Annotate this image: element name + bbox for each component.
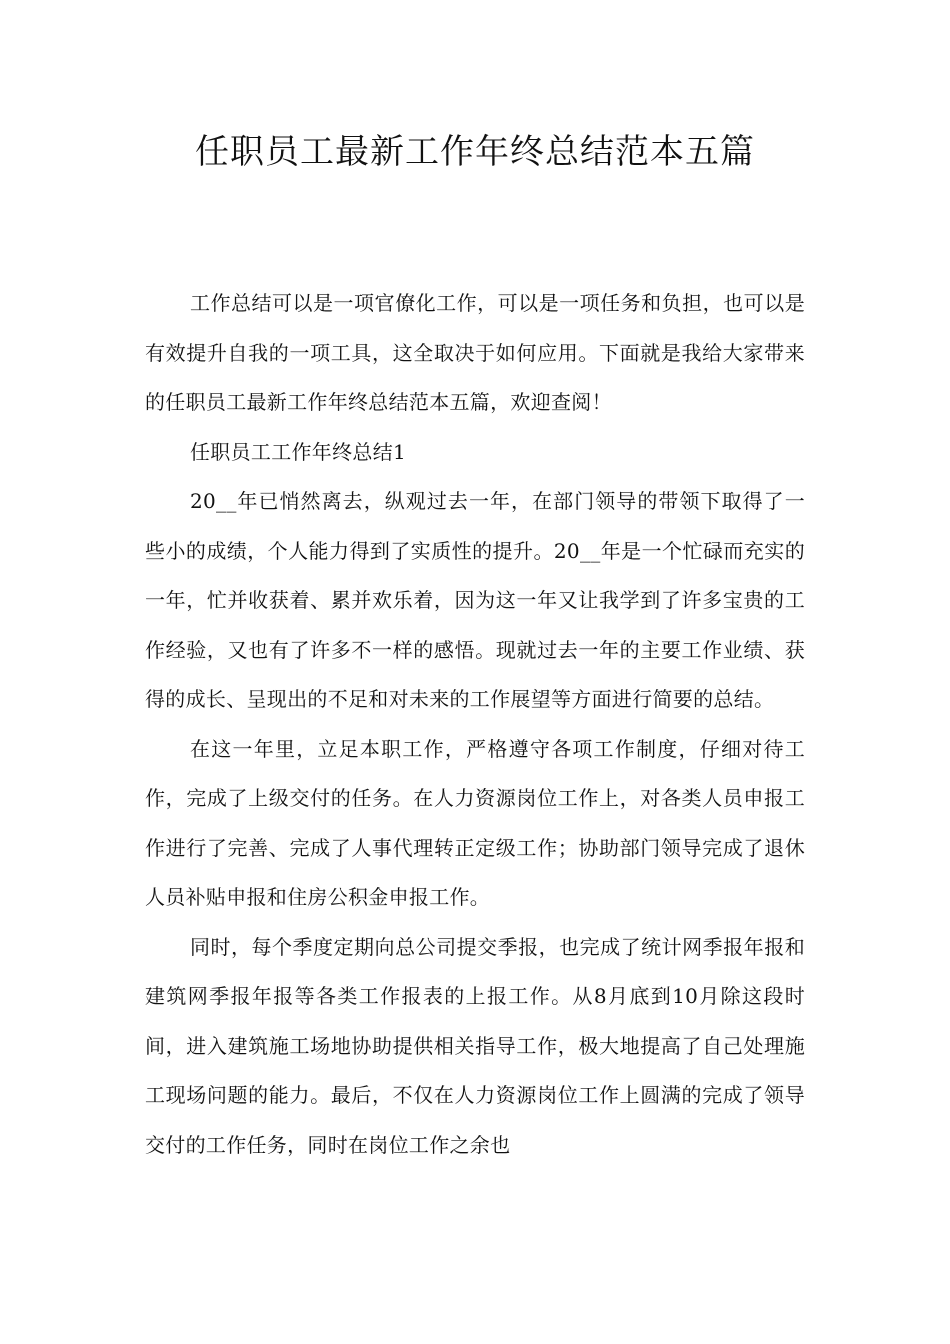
body-paragraph: 在这一年里，立足本职工作，严格遵守各项工作制度，仔细对待工作，完成了上级交付的任务。在人力资源岗位工作上，对各类人员申报工作进行了完善、完成了人事代理转正定级工作；协助部门领导完成了退休人员补贴申报和住房公积金申报工作。 bbox=[145, 736, 805, 909]
body-paragraph: 20__年已悄然离去，纵观过去一年，在部门领导的带领下取得了一些小的成绩，个人能力得到了实质性的提升。20__年是一个忙碌而充实的一年，忙并收获着、累并欢乐着，因为这一年又让我学到了许多宝贵的工作经验，又也有了许多不一样的感悟。现就过去一年的主要工作业绩、获得的成长、呈现出的不足和对未来的工作展望等方面进行简要的总结。 bbox=[145, 489, 805, 711]
body-paragraph: 同时，每个季度定期向总公司提交季报，也完成了统计网季报年报和建筑网季报年报等各类工作报表的上报工作。从8月底到10月除这段时间，进入建筑施工场地协助提供相关指导工作，极大地提高了自己处理施工现场问题的能力。最后，不仅在人力资源岗位工作上圆满的完成了领导交付的工作任务，同时在岗位工作之余也 bbox=[145, 934, 805, 1157]
document-title: 任职员工最新工作年终总结范本五篇 bbox=[195, 132, 755, 172]
intro-paragraph: 工作总结可以是一项官僚化工作，可以是一项任务和负担，也可以是有效提升自我的一项工具，这全取决于如何应用。下面就是我给大家带来的任职员工最新工作年终总结范本五篇，欢迎查阅！ bbox=[145, 291, 805, 414]
document-body bbox=[145, 279, 805, 1170]
section-heading: 任职员工工作年终总结1 bbox=[190, 439, 407, 464]
